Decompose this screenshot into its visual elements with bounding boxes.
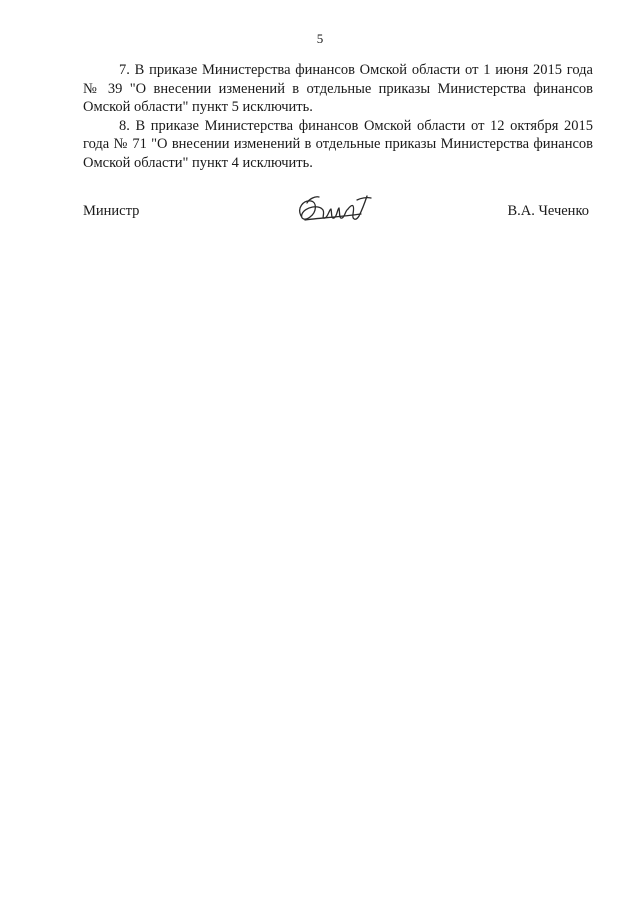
paragraph-item-7: 7. В приказе Министерства финансов Омской области от 1 июня 2015 года № 39 "О внесении изменений в отдельные приказы Министерства финансов Омской области" пункт 5 исключить. [83, 62, 593, 115]
handwritten-signature-icon [295, 190, 373, 228]
page-number: 5 [316, 31, 324, 46]
document-body [83, 61, 593, 172]
signer-position: Министр [83, 203, 140, 219]
paragraph-item-8: 8. В приказе Министерства финансов Омской области от 12 октября 2015 года № 71 "О внесении изменений в отдельные приказы Министерства финансов Омской области" пункт 4 исключить. [83, 117, 593, 171]
signature-block [83, 190, 589, 230]
signer-name: В.А. Чеченко [507, 203, 589, 219]
